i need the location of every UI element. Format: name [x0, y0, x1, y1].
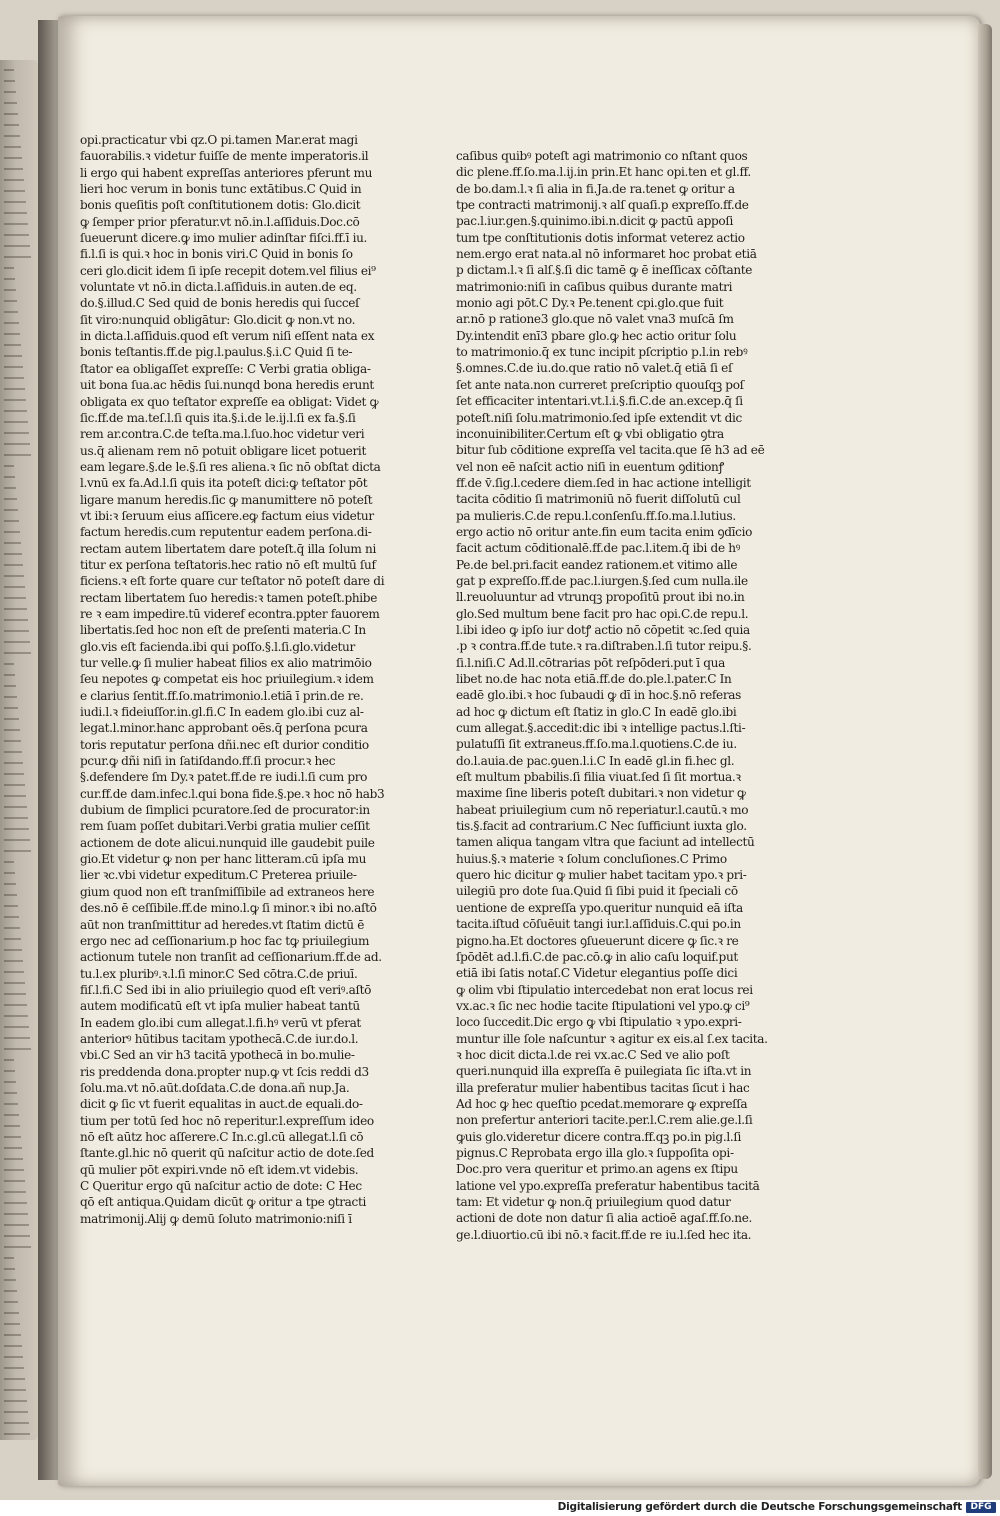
book-page — [58, 16, 980, 1486]
facing-text-fragment — [4, 698, 18, 709]
facing-text-fragment — [4, 676, 16, 687]
text-line: qū mulier pōt expiri.vnde nō eſt idem.vt videbis. — [80, 1162, 359, 1177]
facing-text-fragment — [4, 709, 19, 720]
text-line: rem ſuam poſſet dubitari.Verbi gratia mulier ceſſit — [80, 819, 370, 834]
facing-text-fragment — [4, 577, 25, 588]
facing-text-fragment — [4, 126, 20, 137]
text-line: eam legare.§.de le.§.ſi res aliena.ꝛ ſic nō obſtat dicta — [80, 459, 381, 474]
facing-text-fragment — [4, 632, 30, 643]
facing-text-fragment — [4, 390, 26, 401]
text-line: habeat priuilegium cum nō reperiatur.l.cautū.ꝛ mo — [456, 802, 749, 817]
facing-text-fragment — [4, 1138, 22, 1149]
text-line: tacita cōditio ſi matrimoniū nō fuerit diſſolutū cul — [456, 492, 741, 507]
dfg-logo: DFG — [966, 1502, 996, 1513]
facing-text-fragment — [4, 368, 24, 379]
text-line: opi.practicatur vbi qz.O pi.tamen Mar.erat magi — [80, 133, 358, 147]
facing-text-fragment — [4, 1435, 31, 1440]
facing-text-fragment — [4, 467, 15, 478]
text-line: vel non eē naſcit actio niſi in euentum ꝯditionꝭ — [456, 459, 724, 474]
facing-text-fragment — [4, 1303, 19, 1314]
text-line: In eadem glo.ibi cum allegat.l.fi.hꝰ verū vt pferat — [80, 1015, 361, 1030]
facing-text-fragment — [4, 1171, 25, 1182]
text-line: ll.reuoluuntur ad vtrunqꝫ propoſitū prout ibi no.in — [456, 590, 745, 605]
text-line: ad hoc ꝙ dictum eſt ſtatiz in glo.C In eadē glo.ibi — [456, 704, 737, 719]
facing-text-fragment — [4, 687, 17, 698]
text-line: fauorabilis.ꝛ videtur fuiſſe de mente imperatoris.il — [80, 149, 369, 164]
facing-text-fragment — [4, 478, 16, 489]
facing-text-fragment — [4, 434, 30, 445]
text-line: tur velle.ꝙ ſi mulier habeat filios ex alio matrimōio — [80, 656, 372, 670]
facing-text-fragment — [4, 522, 20, 533]
facing-text-fragment — [4, 170, 24, 181]
facing-text-fragment — [4, 1292, 18, 1303]
facing-text-fragment — [4, 379, 25, 390]
text-line: autem modificatū eſt vt ipſa mulier habeat tantū — [80, 999, 360, 1014]
facing-text-fragment — [4, 533, 21, 544]
text-line: ar.nō p ratione3 glo.que nō valet vna3 muſcā ſm — [456, 312, 734, 327]
text-line: p dictam.l.ꝛ ſi alſ.§.ſi dic tamē ꝙ ē ineſſicax cōſtante — [456, 263, 753, 278]
text-line: ſpōdēt ad.l.fi.C.de pac.cō.ꝙ in alio caſu loquif.put — [456, 949, 738, 964]
text-line: inconuinibiliter.Certum eſt ꝙ vbi obligatio ꝯtra — [456, 426, 724, 441]
facing-text-fragment — [4, 1193, 27, 1204]
facing-text-fragment — [4, 1281, 17, 1292]
text-line: gio.Et videtur ꝙ non per hanc litteram.cū ipſa mu — [80, 852, 367, 867]
text-line: §.omnes.C.de iu.do.que ratio nō valet.q̄ etiā ſi eſ — [456, 361, 733, 376]
text-line: tis.§.facit ad contrarium.C Nec ſufficiunt iuxta glo. — [456, 819, 747, 834]
text-line: Pe.de bel.pri.facit eandez rationem.et vitimo alle — [456, 557, 738, 572]
page-stack-edge — [978, 24, 992, 1479]
text-line: bitur ſub cōditione expreſſa vel tacita.que ſē h3 ad eē — [456, 443, 765, 458]
facing-text-fragment — [4, 1391, 27, 1402]
facing-text-fragment — [4, 247, 31, 258]
facing-text-fragment — [4, 269, 15, 280]
text-line: Ad hoc ꝙ hec queſtio pcedat.memorare ꝙ expreſſa — [456, 1096, 748, 1111]
text-line: ris preddenda dona.propter nup.ꝙ vt ſcis reddi d3 — [80, 1064, 369, 1079]
facing-text-fragment — [4, 742, 22, 753]
text-line: Doc.pro vera queritur et primo.an agens ex ſtipu — [456, 1162, 738, 1177]
text-line: fi.l.ſi is qui.ꝛ hoc in bonis viri.C Quid in bonis ſo — [80, 247, 353, 262]
facing-text-fragment — [4, 324, 20, 335]
facing-text-fragment — [4, 808, 28, 819]
text-line: matrimonij.Alij ꝙ demū ſoluto matrimonio:niſi ī — [80, 1211, 352, 1226]
facing-text-fragment — [4, 93, 17, 104]
text-line: quero hic dicitur ꝙ mulier habet tacitam ypo.ꝛ pri- — [456, 868, 747, 883]
text-line: iudi.l.ꝛ fideiuſſor.in.gl.fi.C In eadem glo.ibi cuz al- — [80, 705, 364, 720]
text-line: uilegiū pro dote ſua.Quid ſi ſibi puid it ſpeciali cō — [456, 884, 738, 899]
text-line: ſtator ea obligaſſet expreſſe: C Verbi gratia obliga- — [80, 361, 371, 376]
text-line: actioni de dote non datur ſi alia actioē agaſ.ff.ſo.ne. — [456, 1211, 753, 1226]
facing-text-fragment — [4, 1061, 15, 1072]
text-line: glo.vis eſt facienda.ibi qui poſſo.§.l.ſi.glo.videtur — [80, 639, 355, 654]
text-line: rectam libertatem ſuo heredis:ꝛ tamen poteſt.phibe — [80, 590, 377, 605]
text-line: ergo actio nō oritur ante.fin eum tacita enim ꝯdīcio — [456, 524, 753, 539]
text-line: actionum tutele non tranſit ad ceſſionarium.ff.de ad. — [80, 950, 382, 965]
text-line: voluntate vt nō.in dicta.l.aſſiduis.in auten.de eq. — [80, 280, 357, 295]
facing-text-fragment — [4, 830, 30, 841]
facing-text-fragment — [4, 1270, 16, 1281]
facing-text-fragment — [4, 1248, 14, 1259]
facing-text-fragment — [4, 1072, 16, 1083]
text-line: caſibus quibꝰ poteſt agi matrimonio co nſtant quos — [456, 149, 748, 163]
text-line: qō eſt antiqua.Quidam dicūt ꝙ oritur a tpe ꝯtracti — [80, 1195, 366, 1210]
facing-text-fragment — [4, 786, 26, 797]
text-line: actionem de dote alicui.nunquid ille gaudebit puile — [80, 835, 375, 850]
text-column-right — [456, 148, 794, 1243]
facing-text-fragment — [4, 555, 23, 566]
facing-text-fragment — [4, 511, 19, 522]
text-line: li ergo qui habent expreſſas anteriores pferunt mu — [80, 165, 373, 180]
facing-text-fragment — [4, 280, 16, 291]
facing-text-fragment — [4, 1215, 29, 1226]
text-line: pigno.ha.Et doctores ꝯſueuerunt dicere ꝙ ſic.ꝛ re — [456, 933, 739, 948]
facing-text-fragment — [4, 115, 19, 126]
text-line: gium quod non eſt tranſmiſſibile ad extraneos here — [80, 884, 375, 899]
text-line: vt ibi:ꝛ ſeruum eius aſſicere.eꝙ factum eius videtur — [80, 508, 374, 523]
facing-text-fragment — [4, 764, 24, 775]
facing-text-fragment — [4, 797, 27, 808]
facing-text-fragment — [4, 885, 17, 896]
facing-text-fragment — [4, 1094, 18, 1105]
facing-text-fragment — [4, 819, 29, 830]
facing-text-fragment — [4, 1083, 17, 1094]
text-line: ꝙuis glo.videretur dicere contra.ff.qꝫ po.in pig.l.ſi — [456, 1129, 741, 1144]
text-line: vx.ac.ꝛ ſic nec hodie tacite ſtipulationi vel ypo.ꝙ ci⁹ — [456, 998, 750, 1013]
facing-text-fragment — [4, 1325, 21, 1336]
text-line: tpe contracti matrimonij.ꝛ alſ quaſi.p expreſſo.ff.de — [456, 198, 749, 213]
text-line: glo.Sed multum bene facit pro hac opi.C.de repu.l. — [456, 606, 749, 621]
text-line: aūt non tranſmittitur ad heredes.vt ſtatim dictū ē — [80, 917, 365, 932]
text-line: re ꝛ eam impedire.tū videref econtra.ppter fauorem — [80, 606, 380, 621]
facing-text-fragment — [4, 423, 29, 434]
facing-text-fragment — [4, 654, 14, 665]
facing-text-fragment — [4, 500, 18, 511]
facing-text-fragment — [4, 841, 31, 852]
facing-text-fragment — [4, 995, 27, 1006]
facing-text-fragment — [4, 918, 20, 929]
text-line: libertatis.ſed hoc non eſt de preſenti materia.C In — [80, 623, 366, 638]
text-line: ſeu nepotes ꝙ competat eis hoc priuilegium.ꝛ idem — [80, 672, 374, 687]
facing-text-fragment — [4, 973, 25, 984]
text-line: dic plene.ff.ſo.ma.l.ij.in prin.Et hanc opi.ten et gl.ff. — [456, 165, 751, 180]
facing-text-fragment — [4, 489, 17, 500]
facing-text-fragment — [4, 148, 22, 159]
text-line: lier ꝛc.vbi videtur expeditum.C Preterea priuile- — [80, 868, 357, 883]
facing-text-fragment — [4, 214, 28, 225]
text-line: ꝙ olim vbi ſtipulatio intercedebat non erat locus rei — [456, 982, 753, 997]
facing-text-fragment — [4, 643, 31, 654]
text-line: lieri hoc verum in bonis tunc extātibus.C Quid in — [80, 182, 362, 197]
text-line: dicit ꝙ ſic vt fuerit equalitas in auct.de equali.do- — [80, 1097, 363, 1112]
facing-text-fragment — [4, 1149, 23, 1160]
facing-text-fragment — [4, 302, 18, 313]
text-line: ſit viro:nunquid obligātur: Glo.dicit ꝙ non.vt no. — [80, 312, 356, 327]
facing-text-fragment — [4, 731, 21, 742]
text-line: Dy.intendit enī3 pbare glo.ꝙ hec actio oritur ſolu — [456, 328, 737, 343]
facing-text-fragment — [4, 753, 23, 764]
facing-text-fragment — [4, 775, 25, 786]
text-line: eadē glo.ibi.ꝛ hoc ſubaudi ꝙ dī in hoc.§.nō referas — [456, 688, 741, 703]
facing-text-fragment — [4, 82, 16, 93]
text-line: ſi.l.niſi.C Ad.ll.cōtrarias pōt reſpōderi.put ī qua — [456, 655, 725, 670]
text-line: dubium de ſimplici pcuratore.ſed de procurator:in — [80, 803, 370, 818]
facing-text-fragment — [4, 104, 18, 115]
text-line: tam: Et videtur ꝙ non.q̄ priuilegium quod datur — [456, 1195, 731, 1209]
text-line: pac.l.iur.gen.§.quinimo.ibi.n.dicit ꝙ pactū appoſi — [456, 214, 733, 229]
facing-text-fragment — [4, 181, 25, 192]
facing-text-fragment — [4, 863, 15, 874]
facing-text-fragment — [4, 1402, 28, 1413]
funding-credit: Digitalisierung gefördert durch die Deutsche Forschungsgemeinschaft — [557, 1501, 962, 1513]
facing-text-fragment — [4, 1424, 30, 1435]
text-line: poteſt.niſi ſolu.matrimonio.ſed ipſe extendit vt dic — [456, 410, 742, 425]
facing-text-fragment — [4, 874, 16, 885]
text-line: titur ex perſona teſtatoris.hec ratio nō eſt multū ſuf — [80, 557, 376, 572]
facing-text-fragment — [4, 225, 29, 236]
text-line: tum tpe conſtitutionis dotis informat veterez actio — [456, 230, 745, 245]
facing-text-fragment — [4, 599, 27, 610]
facing-text-fragment — [4, 456, 14, 467]
text-line: .p ꝛ contra.ff.de tute.ꝛ ra.diſtraben.l.ſi tutor reipu.§. — [456, 639, 752, 654]
text-line: cur.ff.de dam.infec.l.qui bona fide.§.pe.ꝛ hoc nō hab3 — [80, 786, 385, 801]
facing-text-fragment — [4, 1380, 26, 1391]
text-column-left — [80, 132, 412, 1227]
facing-text-fragment — [4, 1116, 20, 1127]
text-line: nō eſt aūtz hoc aſſerere.C In.c.gl.cū allegat.l.ſi cō — [80, 1129, 364, 1144]
text-line: us.q̄ alienam rem nō potuit obligare licet potuerit — [80, 443, 366, 458]
text-line: ſet efficaciter intentari.vt.l.i.§.fi.C.de an.excep.q̄ ſi — [456, 394, 743, 409]
facing-text-fragment — [4, 71, 15, 82]
text-line: tacita.iſtud cōſuēuit tangi iur.l.aſſiduis.C.qui po.in — [456, 917, 741, 932]
facing-text-fragment — [4, 313, 19, 324]
text-line: ꝙ ſemper prior pferatur.vt nō.in.l.aſſiduis.Doc.cō — [80, 214, 360, 229]
text-line: legat.l.minor.hanc approbant oēs.q̄ perſona pcura — [80, 721, 368, 736]
facing-page-edge — [0, 60, 38, 1440]
text-line: muntur ille ſole naſcuntur ꝛ agitur ex eis.al ſ.ex tacita. — [456, 1031, 768, 1046]
text-line: maxime ſine liberis poteſt dubitari.ꝛ non videtur ꝙ — [456, 786, 746, 801]
text-line: bonis queſitis poſt conſtitutionem dotis: Glo.dicit — [80, 198, 361, 213]
text-line: l.vnū ex fa.Ad.l.ſi quis ita poteſt dici:ꝙ teſtator pōt — [80, 476, 368, 491]
facing-text-fragment — [4, 610, 28, 621]
facing-text-fragment — [4, 566, 24, 577]
text-line: to matrimonio.q̄ ex tunc incipit pſcriptio p.l.in rebꝰ — [456, 345, 748, 360]
facing-text-fragment — [4, 258, 14, 269]
facing-text-fragment — [4, 962, 24, 973]
text-line: queri.nunquid illa expreſſa ē puilegiata ſic iſta.vt in — [456, 1064, 752, 1079]
facing-text-fragment — [4, 1369, 25, 1380]
facing-text-fragment — [4, 588, 26, 599]
text-line: obligata ex quo teſtator expreſſe ea obligat: Videt ꝙ — [80, 394, 379, 409]
text-line: libet no.de hac nota etiā.ff.de do.ple.l.pater.C In — [456, 672, 732, 686]
text-line: ſtante.gl.hic nō querit qū naſcitur actio de dote.ſed — [80, 1146, 374, 1161]
facing-text-fragment — [4, 720, 20, 731]
text-line: do.l.auia.de pac.ꝯuen.l.i.C In eadē gl.in fi.hec gl. — [456, 753, 735, 768]
facing-text-fragment — [4, 1050, 14, 1061]
text-line: facit actum cōditionalē.ff.de pac.l.item.q̄ ibi de hꝰ — [456, 541, 740, 556]
text-line: illa preferatur mulier habentibus tacitas ſicut i hac — [456, 1080, 750, 1095]
facing-text-fragment — [4, 1028, 30, 1039]
facing-text-fragment — [4, 665, 15, 676]
text-line: l.ibi ideo ꝙ ipſo iur dotꝭ actio nō cōpetit ꝛc.ſed quia — [456, 622, 750, 637]
facing-text-fragment — [4, 1127, 21, 1138]
text-line: cum allegat.§.accedit:dic ibi ꝛ intellige pactus.l.ſti- — [456, 721, 746, 736]
text-line: ꝛ hoc dicit dicta.l.de rei vx.ac.C Sed ve alio poſt — [456, 1047, 730, 1062]
facing-text-fragment — [4, 445, 31, 456]
text-line: nem.ergo erat nata.al nō informaret hoc probat etiā — [456, 247, 757, 262]
text-line: etiā ibi ſatis notaſ.C Videtur elegantius poſſe dici — [456, 966, 738, 981]
facing-text-fragment — [4, 896, 18, 907]
facing-text-fragment — [4, 1413, 29, 1424]
text-line: pa mulieris.C.de repu.l.conſenſu.ff.ſo.ma.l.lutius. — [456, 508, 736, 523]
facing-text-fragment — [4, 544, 22, 555]
text-line: ſic.ff.de ma.teſ.l.ſi quis ita.§.i.de le.ij.l.ſi ex fa.§.ſi — [80, 410, 356, 425]
text-line: C Queritur ergo qū naſcitur actio de dote: C Hec — [80, 1179, 362, 1193]
text-line: ligare manum heredis.ſic ꝙ manumittere nō poteſt — [80, 492, 373, 507]
text-line: fiſ.l.fi.C Sed ibi in alio priuilegio quod eſt veriꝰ.aſtō — [80, 982, 372, 997]
text-line: tamen aliqua tangam vltra que faciunt ad intellectū — [456, 835, 755, 850]
text-line: eſt multum pbabilis.ſi filia viuat.ſed ſi ſit mortua.ꝛ — [456, 770, 741, 785]
text-line: toris reputatur perſona dñi.nec eſt durior conditio — [80, 737, 369, 752]
facing-text-fragment — [4, 335, 21, 346]
text-line: rectam autem libertatem dare poteſt.q̄ illa ſolum ni — [80, 541, 376, 556]
facing-text-fragment — [4, 236, 30, 247]
text-line: anteriorꝰ hūtibus tacitam ypothecā.C.de iur.do.l. — [80, 1031, 359, 1046]
facing-text-fragment — [4, 1006, 28, 1017]
facing-text-fragment — [4, 1017, 29, 1028]
facing-text-fragment — [4, 159, 23, 170]
facing-text-fragment — [4, 907, 19, 918]
text-line: tu.l.ex pluribꝰ.ꝛ.l.ſi minor.C Sed cōtra.C.de priuī. — [80, 966, 358, 981]
text-line: do.§.illud.C Sed quid de bonis heredis qui ſucceſ — [80, 296, 360, 311]
text-line: pulatuſſi ſit extraneus.ff.ſo.ma.l.quotiens.C.de iu. — [456, 737, 737, 752]
facing-text-fragment — [4, 940, 22, 951]
facing-text-fragment — [4, 1105, 19, 1116]
text-line: rem ar.contra.C.de teſta.ma.l.ſuo.hoc videtur veri — [80, 427, 365, 442]
text-line: monio agi pōt.C Dy.ꝛ Pe.tenent cpi.glo.que fuit — [456, 296, 724, 311]
text-line: loco ſuccedit.Dic ergo ꝙ vbi ſtipulatio ꝛ ypo.expri- — [456, 1015, 742, 1030]
text-line: ficiens.ꝛ eſt forte quare cur teſtator nō poteſt dare di — [80, 574, 385, 589]
text-line: des.nō ē ceſſibile.ff.de mino.l.ꝙ ſi minor.ꝛ ibi no.aſtō — [80, 901, 377, 916]
text-line: factum heredis.cum reputentur eadem perſona.di- — [80, 525, 372, 540]
facing-text-fragment — [4, 1204, 28, 1215]
text-line: huius.§.ꝛ materie ꝛ ſolum concluſiones.C Primo — [456, 851, 727, 866]
text-line: pignus.C Reprobata ergo illa glo.ꝛ ſuppoſita opi- — [456, 1145, 734, 1160]
text-line: latione vel ypo.expreſſa preferatur habentibus tacitā — [456, 1178, 760, 1193]
text-line: ceri glo.dicit idem ſi ipſe recepit dotem.vel filius ei⁹ — [80, 263, 376, 278]
text-line: ergo nec ad ceſſionarium.p hoc fac tꝙ priuilegium — [80, 933, 370, 948]
digitization-footer — [0, 1500, 1000, 1516]
text-line: ff.de v̄.ſig.l.cedere diem.ſed in hac actione intelligit — [456, 475, 751, 490]
facing-text-fragment — [4, 346, 22, 357]
text-line: bonis teſtantis.ff.de pig.l.paulus.§.i.C Quid ſi te- — [80, 345, 353, 360]
facing-text-fragment — [4, 60, 14, 71]
text-line: uentione de expreſſa ypo.queritur nunquid eā iſta — [456, 900, 743, 915]
facing-text-fragment — [4, 1314, 20, 1325]
facing-text-fragment — [4, 401, 27, 412]
text-line: gat p expreſſo.ff.de pac.l.iurgen.§.ſed cum nulla.ile — [456, 573, 748, 588]
text-line: matrimonio:niſi in caſibus quibus durante matri — [456, 279, 733, 294]
text-line: ſet ante nata.non curreret preſcriptio quouſqꝫ poſ — [456, 377, 744, 392]
text-line: uit bona ſua.ac hēdis ſui.nunqd bona heredis erunt — [80, 378, 374, 393]
text-line: de bo.dam.l.ꝛ ſi alia in fi.Ja.de ra.tenet ꝙ oritur a — [456, 181, 735, 196]
text-line: ge.l.diuortio.cū ibi nō.ꝛ facit.ff.de re iu.l.ſed hec ita. — [456, 1227, 752, 1242]
facing-text-fragment — [4, 412, 28, 423]
facing-text-fragment — [4, 984, 26, 995]
text-line: tium per totū ſed hoc nō reperitur.l.expreſſum ideo — [80, 1113, 374, 1128]
facing-text-fragment — [4, 1182, 26, 1193]
facing-text-fragment — [4, 1259, 15, 1270]
facing-text-fragment — [4, 357, 23, 368]
text-line: pcur.ꝙ dñi niſi in ſatiſdando.ff.ſi procur.ꝛ hec — [80, 754, 336, 769]
facing-text-fragment — [4, 203, 27, 214]
text-line: §.defendere ſm Dy.ꝛ patet.ff.de re iudi.l.ſi cum pro — [80, 770, 368, 785]
text-line: in dicta.l.aſſiduis.quod eſt verum niſi eſſent nata ex — [80, 329, 375, 344]
facing-text-fragment — [4, 192, 26, 203]
facing-text-fragment — [4, 1358, 24, 1369]
facing-text-fragment — [4, 291, 17, 302]
text-line: non prefertur anteriori tacite.per.l.C.rem alie.ge.l.ſi — [456, 1113, 753, 1128]
facing-text-fragment — [4, 852, 14, 863]
text-line: e clarius ſentit.ff.ſo.matrimonio.l.etiā ī prin.de re. — [80, 688, 364, 703]
facing-text-fragment — [4, 951, 23, 962]
facing-text-fragment — [4, 1039, 31, 1050]
text-line: ſueuerunt dicere.ꝙ imo mulier adinſtar fiſci.ff.ī iu. — [80, 231, 368, 246]
text-line: ſolu.ma.vt nō.aūt.doſdata.C.de dona.añ nup.Ja. — [80, 1080, 350, 1095]
facing-text-fragment — [4, 1160, 24, 1171]
facing-text-fragment — [4, 621, 29, 632]
facing-text-fragment — [4, 1336, 22, 1347]
facing-text-fragment — [4, 1347, 23, 1358]
facing-text-fragment — [4, 137, 21, 148]
facing-text-fragment — [4, 929, 21, 940]
text-line: vbi.C Sed an vir h3 tacitā ypothecā in bo.mulie- — [80, 1048, 355, 1063]
facing-text-fragment — [4, 1226, 30, 1237]
facing-text-fragment — [4, 1237, 31, 1248]
